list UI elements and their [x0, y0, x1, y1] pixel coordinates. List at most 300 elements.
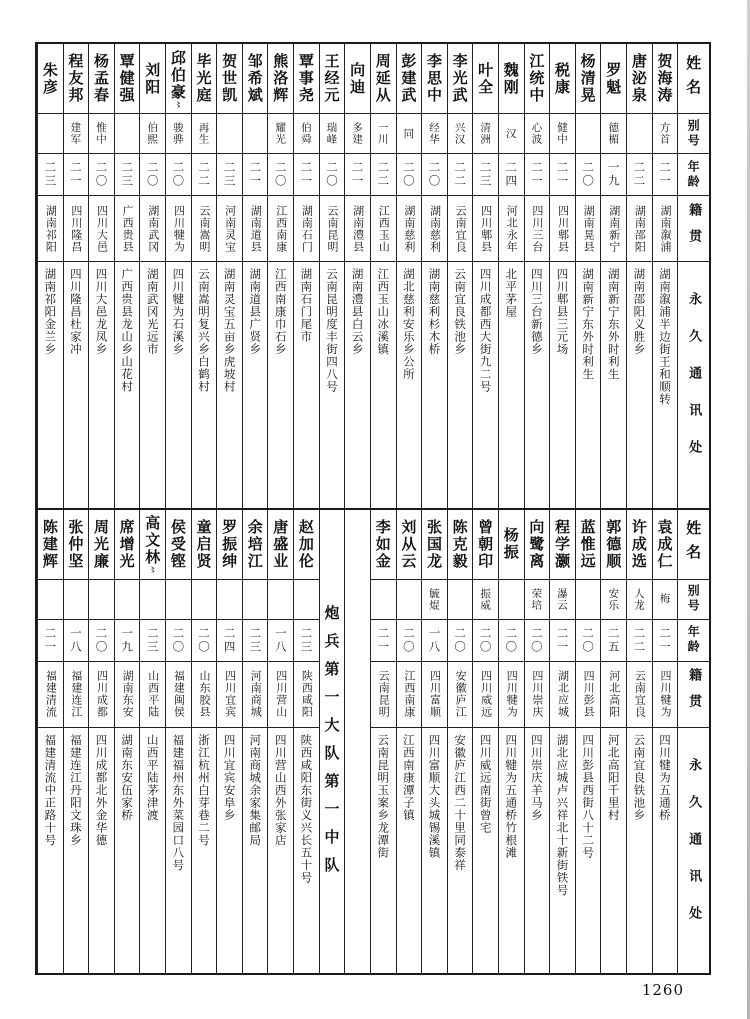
native-cell: 云南嵩明: [192, 196, 217, 262]
header-alias-label: 别号: [678, 580, 709, 620]
alias-cell: 耀光: [268, 114, 293, 154]
person-column: [267, 44, 293, 508]
alias-cell: 多建: [345, 114, 370, 154]
person-column: [370, 510, 396, 974]
native-cell: 河南商城: [243, 662, 268, 728]
person-column: [191, 44, 217, 508]
address-cell: 湖南新宁东外时利生: [581, 268, 596, 381]
person-column: [344, 44, 370, 508]
name-cell: 张仲坚: [64, 510, 89, 580]
person-column: [216, 44, 242, 508]
address-cell: 湖南慈利杉木桥: [427, 268, 442, 356]
address-cell: 江西南康巾石乡: [273, 268, 288, 356]
alias-cell: [268, 580, 293, 620]
native-cell: 湖南澧县: [345, 196, 370, 262]
age-cell: 二一: [345, 154, 370, 196]
address-cell: 四川犍为五通桥竹根滩: [504, 733, 519, 859]
age-cell: 二〇: [397, 620, 422, 662]
alias-cell: 清洲: [473, 114, 498, 154]
age-cell: 二二: [627, 620, 652, 662]
alias-cell: [294, 580, 319, 620]
name-cell: 彭建武: [397, 44, 422, 114]
person-column: [626, 44, 652, 508]
age-cell: 二一: [550, 154, 575, 196]
alias-cell: [397, 580, 422, 620]
header-age-label: 年龄: [678, 154, 709, 196]
person-column: [267, 510, 293, 974]
name-annotation: 〻: [148, 566, 158, 573]
roster-bottom: [37, 508, 709, 974]
name-cell: 程学灏: [550, 510, 575, 580]
person-column: [293, 44, 319, 508]
unit-label-column: [319, 510, 345, 974]
age-cell: 二一: [653, 154, 678, 196]
address-cell: 湖南邵阳义胜乡: [632, 268, 647, 356]
native-cell: 湖南晃县: [576, 196, 601, 262]
age-cell: 二五: [601, 620, 626, 662]
native-cell: 湖南溆浦: [653, 196, 678, 262]
age-cell: 二二: [448, 154, 473, 196]
roster-top: [37, 44, 709, 508]
address-cell: 四川成都北外金华德: [94, 733, 109, 846]
address-cell: 福建连江丹阳文珠乡: [68, 733, 83, 846]
address-cell: 云南嵩明复兴乡白鹤村: [196, 268, 211, 393]
alias-cell: 安乐: [601, 580, 626, 620]
roster-frame: [35, 42, 711, 975]
name-cell: 邱伯豪 〻: [166, 44, 191, 114]
native-cell: 安徽庐江: [448, 662, 473, 728]
header-name-label: 姓名: [678, 44, 709, 114]
name-cell: 许成选: [627, 510, 652, 580]
native-cell: 四川犍为: [499, 662, 524, 728]
age-cell: 二〇: [397, 154, 422, 196]
person-column: [498, 510, 524, 974]
alias-cell: [115, 114, 140, 154]
native-cell: 四川三台: [525, 196, 550, 262]
age-cell: 二〇: [320, 154, 345, 196]
age-cell: 二三: [140, 620, 165, 662]
alias-cell: 骏骅: [166, 114, 191, 154]
age-cell: 二一: [38, 620, 63, 662]
age-cell: 二四: [499, 154, 524, 196]
age-cell: 二三: [115, 154, 140, 196]
address-cell: 湖南新宁东外时利生: [606, 268, 621, 381]
alias-cell: 德楣: [601, 114, 626, 154]
native-cell: 广西贵县: [115, 196, 140, 262]
alias-cell: [448, 580, 473, 620]
alias-cell: 一川: [371, 114, 396, 154]
alias-cell: [371, 580, 396, 620]
address-cell: 云南昆明玉案乡龙潭街: [376, 733, 391, 859]
person-column: [165, 44, 191, 508]
name-cell: 邹希斌: [243, 44, 268, 114]
address-cell: 陕西咸阳东街义兴长五十号: [299, 733, 314, 884]
native-cell: 四川犍为: [653, 662, 678, 728]
person-column: [242, 44, 268, 508]
name-cell: 唐盛业: [268, 510, 293, 580]
name-cell: 叶全: [473, 44, 498, 114]
alias-cell: 人龙: [627, 580, 652, 620]
person-column: [549, 44, 575, 508]
name-cell: 郭德顺: [601, 510, 626, 580]
name-cell: 贺海涛: [653, 44, 678, 114]
person-column: [63, 44, 89, 508]
page-number: 1260: [641, 981, 684, 999]
alias-cell: 伯舜: [294, 114, 319, 154]
name-cell: 周延从: [371, 44, 396, 114]
person-column: [88, 44, 114, 508]
native-cell: 湖南祁阳: [38, 196, 63, 262]
blank-column: [344, 510, 370, 974]
age-cell: 二一: [243, 154, 268, 196]
person-column: [396, 44, 422, 508]
address-cell: 江西南康潭子镇: [401, 733, 416, 821]
person-column: [524, 44, 550, 508]
alias-cell: 梅: [653, 580, 678, 620]
person-column: [37, 44, 63, 508]
address-cell: 四川成都西大街九二号: [478, 268, 493, 393]
address-cell: 四川犍为石溪乡: [171, 268, 186, 356]
address-cell: 湖北应城卢兴祥北十新街铁号: [555, 733, 570, 896]
address-cell: 四川犍为五通桥: [657, 733, 672, 821]
name-cell: 杨振: [499, 510, 524, 580]
person-column: [114, 510, 140, 974]
age-cell: 二二: [192, 154, 217, 196]
native-cell: 四川大邑: [89, 196, 114, 262]
address-cell: 四川郫县三元场: [555, 268, 570, 356]
alias-cell: [166, 580, 191, 620]
age-cell: 二一: [371, 620, 396, 662]
address-cell: 安徽庐江西二十里同泰祥: [453, 733, 468, 871]
name-cell: 覃事尧: [294, 44, 319, 114]
address-cell: 四川崇庆羊马乡: [529, 733, 544, 821]
age-cell: 二〇: [192, 620, 217, 662]
native-cell: 福建连江: [64, 662, 89, 728]
person-column: [370, 44, 396, 508]
name-cell: 童启贤: [192, 510, 217, 580]
alias-cell: 瑞峰: [320, 114, 345, 154]
name-cell: 杨孟春: [89, 44, 114, 114]
name-cell: 熊洛辉: [268, 44, 293, 114]
person-column: [216, 510, 242, 974]
address-cell: 云南宜良铁池乡: [453, 268, 468, 356]
address-cell: 山西平陆茅津渡: [145, 733, 160, 821]
name-cell: 唐泌泉: [627, 44, 652, 114]
address-cell: 河南商城余家集邮局: [248, 733, 263, 846]
age-cell: 二二: [627, 154, 652, 196]
age-cell: 二〇: [448, 620, 473, 662]
native-cell: 福建闽侯: [166, 662, 191, 728]
name-cell: 席增光: [115, 510, 140, 580]
age-cell: 二一: [525, 154, 550, 196]
native-cell: 湖南武冈: [140, 196, 165, 262]
native-cell: 河南灵宝: [217, 196, 242, 262]
person-column: [63, 510, 89, 974]
age-cell: 二一: [294, 154, 319, 196]
age-cell: 二三: [243, 620, 268, 662]
alias-cell: [38, 580, 63, 620]
native-cell: 四川威远: [473, 662, 498, 728]
header-address-label: 永久通讯处: [686, 292, 702, 478]
person-column: [652, 44, 678, 508]
alias-cell: [115, 580, 140, 620]
age-cell: 二〇: [576, 620, 601, 662]
person-column: [191, 510, 217, 974]
alias-cell: [243, 114, 268, 154]
address-cell: 四川大邑龙凤乡: [94, 268, 109, 356]
alias-cell: [627, 114, 652, 154]
name-cell: 向迪: [345, 44, 370, 114]
native-cell: 四川成都: [89, 662, 114, 728]
alias-cell: [576, 580, 601, 620]
person-column: [652, 510, 678, 974]
unit-label: 炮兵第一大队第一中队: [322, 604, 341, 885]
person-column: [575, 510, 601, 974]
alias-cell: 毓焜: [422, 580, 447, 620]
person-column: [447, 510, 473, 974]
address-cell: 江西玉山冰溪镇: [376, 268, 391, 356]
age-cell: 二〇: [473, 620, 498, 662]
name-cell: 李如金: [371, 510, 396, 580]
name-cell: 杨清晃: [576, 44, 601, 114]
native-cell: 四川犍为: [166, 196, 191, 262]
person-column: [575, 44, 601, 508]
age-cell: 二一: [64, 154, 89, 196]
address-cell: 湖南澧县白云乡: [350, 268, 365, 356]
name-cell: 罗魁: [601, 44, 626, 114]
name-cell: 李思中: [422, 44, 447, 114]
alias-cell: [140, 580, 165, 620]
alias-cell: [217, 114, 242, 154]
address-cell: 福建清流中正路十号: [43, 733, 58, 846]
age-cell: 二〇: [525, 620, 550, 662]
alias-cell: [217, 580, 242, 620]
native-cell: 江西南康: [268, 196, 293, 262]
person-column: [242, 510, 268, 974]
age-cell: 一八: [64, 620, 89, 662]
native-cell: 福建清流: [38, 662, 63, 728]
name-cell: 程友邦: [64, 44, 89, 114]
alias-cell: 惟中: [89, 114, 114, 154]
age-cell: 二〇: [166, 620, 191, 662]
name-cell: 赵加伦: [294, 510, 319, 580]
address-cell: 云南宜良铁池乡: [632, 733, 647, 821]
name-cell: 罗振绅: [217, 510, 242, 580]
age-cell: 一九: [601, 154, 626, 196]
age-cell: 一九: [115, 620, 140, 662]
person-column: [139, 510, 165, 974]
native-cell: 江西玉山: [371, 196, 396, 262]
native-cell: 江西南康: [397, 662, 422, 728]
alias-cell: [243, 580, 268, 620]
native-cell: 湖南道县: [243, 196, 268, 262]
native-cell: 河北高阳: [601, 662, 626, 728]
name-cell: 蓝惟远: [576, 510, 601, 580]
age-cell: 一八: [268, 620, 293, 662]
native-cell: 四川崇庆: [525, 662, 550, 728]
table-header-column: [677, 510, 709, 974]
header-native-label: 籍贯: [678, 662, 709, 728]
name-cell: 江统中: [525, 44, 550, 114]
age-cell: 一八: [422, 620, 447, 662]
address-cell: 湖南石门尾市: [299, 268, 314, 343]
alias-cell: 健中: [550, 114, 575, 154]
address-cell: 四川隆昌杜家冲: [68, 268, 83, 356]
name-cell: 覃健强: [115, 44, 140, 114]
person-column: [165, 510, 191, 974]
name-cell: 侯受铿: [166, 510, 191, 580]
alias-cell: [38, 114, 63, 154]
person-column: [139, 44, 165, 508]
native-cell: 山西平陆: [140, 662, 165, 728]
alias-cell: [499, 580, 524, 620]
native-cell: 四川郫县: [473, 196, 498, 262]
alias-cell: 经华: [422, 114, 447, 154]
address-cell: 北平茅屋: [504, 268, 519, 318]
alias-cell: [64, 580, 89, 620]
person-column: [549, 510, 575, 974]
age-cell: 二一: [653, 620, 678, 662]
age-cell: 二〇: [89, 154, 114, 196]
age-cell: 二〇: [576, 154, 601, 196]
address-cell: 湖南灵宝五亩乡虎坡村: [222, 268, 237, 393]
person-column: [293, 510, 319, 974]
alias-cell: 荣培: [525, 580, 550, 620]
person-column: [600, 510, 626, 974]
name-annotation: 〻: [174, 100, 184, 108]
header-age-label: 年龄: [678, 620, 709, 662]
age-cell: 二〇: [166, 154, 191, 196]
address-cell: 广西贵县龙山乡山花村: [120, 268, 135, 393]
header-name-label: 姓名: [678, 510, 709, 580]
name-cell: 毕光庭: [192, 44, 217, 114]
address-cell: 四川营山西外张家店: [273, 733, 288, 846]
age-cell: 二〇: [140, 154, 165, 196]
name-cell: 高文林 〻: [140, 510, 165, 580]
address-cell: 浙江杭州白芽巷二号: [196, 733, 211, 846]
person-column: [626, 510, 652, 974]
address-cell: 湖南东安伍家桥: [120, 733, 135, 821]
person-column: [498, 44, 524, 508]
name-cell: 刘从云: [397, 510, 422, 580]
person-column: [421, 510, 447, 974]
alias-cell: 建军: [64, 114, 89, 154]
native-cell: 云南昆明: [371, 662, 396, 728]
native-cell: 四川富顺: [422, 662, 447, 728]
alias-cell: 心波: [525, 114, 550, 154]
table-header-column: [677, 44, 709, 508]
alias-cell: [89, 580, 114, 620]
person-column: [472, 44, 498, 508]
address-cell: 湖南武冈光远市: [145, 268, 160, 356]
name-cell: 曾朝印: [473, 510, 498, 580]
native-cell: 河北永年: [499, 196, 524, 262]
age-cell: 二三: [217, 154, 242, 196]
native-cell: 湖南慈利: [397, 196, 422, 262]
age-cell: 二三: [473, 154, 498, 196]
age-cell: 二〇: [89, 620, 114, 662]
native-cell: 四川营山: [268, 662, 293, 728]
native-cell: 四川宜宾: [217, 662, 242, 728]
native-cell: 湖南邵阳: [627, 196, 652, 262]
age-cell: 二四: [217, 620, 242, 662]
address-cell: 湖南祁阳金兰乡: [43, 268, 58, 356]
alias-cell: 方首: [653, 114, 678, 154]
name-cell: 周光廉: [89, 510, 114, 580]
native-cell: 湖南东安: [115, 662, 140, 728]
native-cell: 四川隆昌: [64, 196, 89, 262]
alias-cell: 同: [397, 114, 422, 154]
name-cell: 税康: [550, 44, 575, 114]
address-cell: 四川宜宾安阜乡: [222, 733, 237, 821]
address-cell: 福建福州东外菜园口八号: [171, 733, 186, 871]
address-cell: 云南昆明度丰街四八号: [325, 268, 340, 393]
person-column: [524, 510, 550, 974]
person-column: [319, 44, 345, 508]
address-cell: 四川威远南街曾宅: [478, 733, 493, 834]
person-column: [88, 510, 114, 974]
name-cell: 张国龙: [422, 510, 447, 580]
address-cell: 湖南溆浦半边街王和顺转: [657, 268, 672, 406]
native-cell: 云南宜良: [627, 662, 652, 728]
native-cell: 云南昆明: [320, 196, 345, 262]
address-cell: 四川彭县西街八十二号: [581, 733, 596, 859]
alias-cell: 伯熙: [140, 114, 165, 154]
person-column: [472, 510, 498, 974]
name-cell: 陈建辉: [38, 510, 63, 580]
age-cell: 二〇: [268, 154, 293, 196]
person-column: [447, 44, 473, 508]
header-native-label: 籍贯: [678, 196, 709, 262]
native-cell: 四川郫县: [550, 196, 575, 262]
alias-cell: 汉: [499, 114, 524, 154]
native-cell: 云南宜良: [448, 196, 473, 262]
name-cell: 余培江: [243, 510, 268, 580]
alias-cell: 再生: [192, 114, 217, 154]
person-column: [421, 44, 447, 508]
name-cell: 袁成仁: [653, 510, 678, 580]
name-cell: 向鹭离: [525, 510, 550, 580]
address-cell: 四川三台新德乡: [529, 268, 544, 356]
address-cell: 四川富顺大头城锡溪镇: [427, 733, 442, 859]
header-alias-label: 别号: [678, 114, 709, 154]
age-cell: 二〇: [499, 620, 524, 662]
person-column: [37, 510, 63, 974]
name-cell: 陈克毅: [448, 510, 473, 580]
person-column: [396, 510, 422, 974]
age-cell: 二〇: [422, 154, 447, 196]
blank-cell: [345, 510, 370, 974]
alias-cell: 振威: [473, 580, 498, 620]
native-cell: 湖南慈利: [422, 196, 447, 262]
name-cell: 朱彦: [38, 44, 63, 114]
name-cell: 魏刚: [499, 44, 524, 114]
header-address-label: 永久通讯处: [686, 757, 702, 943]
alias-cell: [576, 114, 601, 154]
name-cell: 贺世凯: [217, 44, 242, 114]
person-column: [600, 44, 626, 508]
address-cell: 湖南道县广贤乡: [248, 268, 263, 356]
person-column: [114, 44, 140, 508]
native-cell: 陕西咸阳: [294, 662, 319, 728]
name-cell: 李光武: [448, 44, 473, 114]
native-cell: 湖南石门: [294, 196, 319, 262]
address-cell: 河北高阳千里村: [606, 733, 621, 821]
name-cell: 王经元: [320, 44, 345, 114]
native-cell: 湖南新宁: [601, 196, 626, 262]
age-cell: 二二: [371, 154, 396, 196]
native-cell: 山东胶县: [192, 662, 217, 728]
